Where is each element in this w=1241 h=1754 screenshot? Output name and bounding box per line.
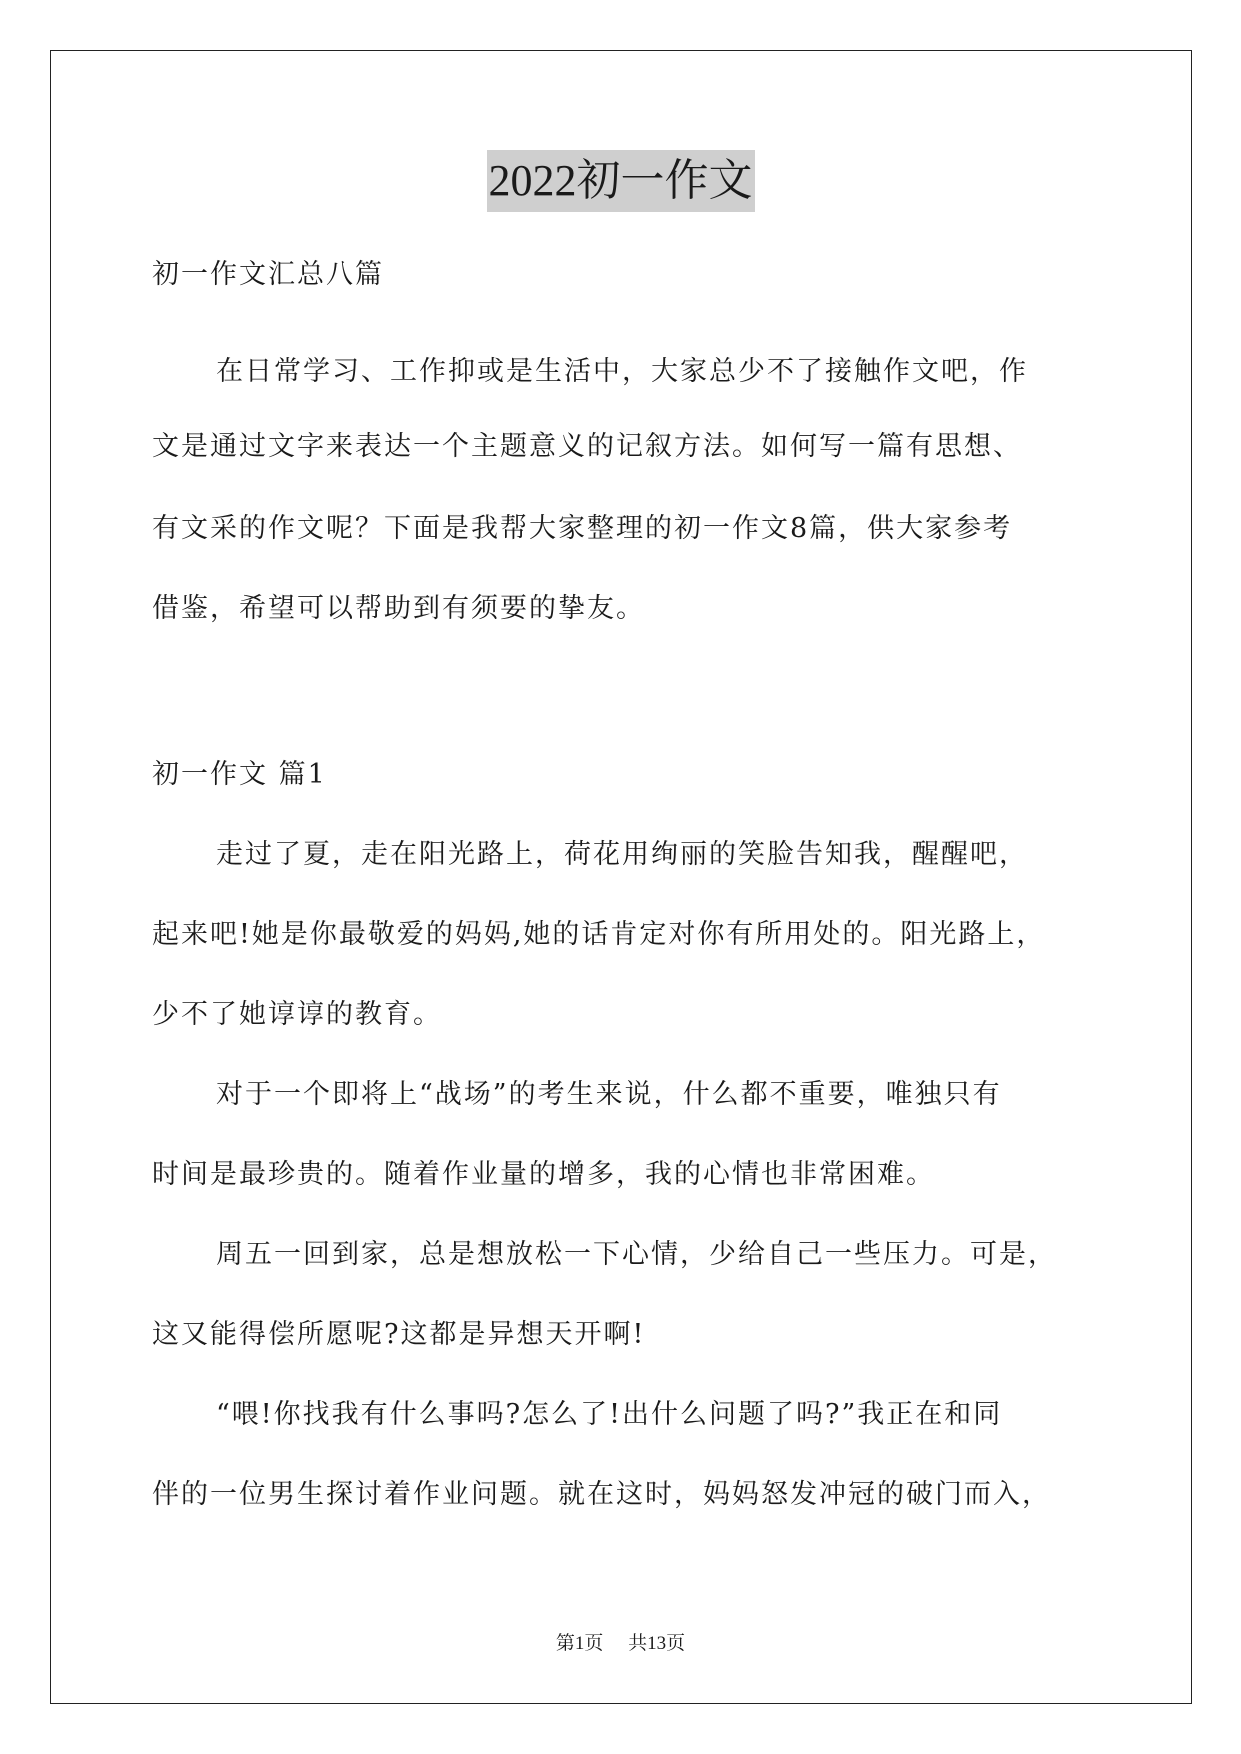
paragraph-line: 走过了夏，走在阳光路上，荷花用绚丽的笑脸告知我，醒醒吧， [216, 839, 1028, 870]
section-heading: 初一作文 篇1 [152, 759, 327, 790]
paragraph-line: 少不了她谆谆的教育。 [152, 999, 442, 1030]
paragraph-line: 借鉴，希望可以帮助到有须要的挚友。 [152, 593, 645, 624]
subtitle: 初一作文汇总八篇 [152, 259, 384, 290]
page-number: 第1页 [555, 1633, 604, 1654]
paragraph-line: 对于一个即将上“战场”的考生来说，什么都不重要，唯独只有 [216, 1079, 1002, 1110]
title-container [0, 150, 1241, 212]
paragraph-line: “喂!你找我有什么事吗?怎么了!出什么问题了吗?”我正在和同 [216, 1399, 1003, 1430]
document-title: 2022初一作文 [487, 150, 755, 212]
page-total: 共13页 [628, 1633, 686, 1654]
paragraph-line: 在日常学习、工作抑或是生活中，大家总少不了接触作文吧，作 [216, 356, 1028, 387]
page-footer [0, 1628, 1241, 1655]
paragraph-line: 周五一回到家，总是想放松一下心情，少给自己一些压力。可是， [216, 1239, 1057, 1270]
paragraph-line: 起来吧!她是你最敬爱的妈妈,她的话肯定对你有所用处的。阳光路上， [152, 919, 1046, 950]
paragraph-line: 伴的一位男生探讨着作业问题。就在这时，妈妈怒发冲冠的破门而入， [152, 1479, 1051, 1510]
paragraph-line: 这又能得偿所愿呢?这都是异想天开啊! [152, 1319, 646, 1350]
paragraph-line: 有文采的作文呢？下面是我帮大家整理的初一作文8篇，供大家参考 [152, 513, 1013, 544]
page-border [50, 50, 1192, 1704]
paragraph-line: 文是通过文字来表达一个主题意义的记叙方法。如何写一篇有思想、 [152, 431, 1022, 462]
paragraph-line: 时间是最珍贵的。随着作业量的增多，我的心情也非常困难。 [152, 1159, 935, 1190]
